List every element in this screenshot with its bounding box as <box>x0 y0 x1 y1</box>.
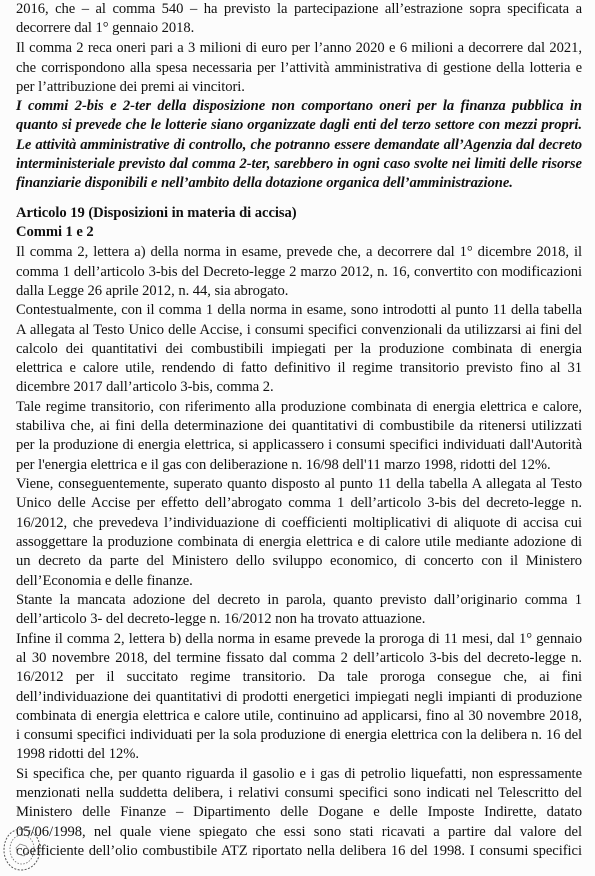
text-line: Contestualmente, con il comma 1 della norma in esame, sono introdotti al punto 11 della tabella <box>16 302 582 318</box>
text-line: i consumi specifici individuati per la sola produzione di energia elettrica con la delibera n. 16 del <box>16 727 582 743</box>
text-line: decorrere dal 1° gennaio 2018. <box>16 20 195 36</box>
text-line: che corrispondono alla spesa necessaria per l’attività amministrativa di gestione della lotteria e <box>16 60 582 76</box>
text-line: 05/06/1998, nel quale viene spiegato che essi sono stati ricavati a partire dal valore del <box>16 824 582 840</box>
text-line: stabiliva che, ai fini della determinazione dei quantitativi di combustibile da ritenersi utilizzati <box>16 418 582 434</box>
text-line: un decreto da parte del Ministero dello sviluppo economico, di concerto con il Ministero <box>16 553 582 569</box>
seal-stamp-icon <box>2 826 42 872</box>
text-line: dalla Legge 26 aprile 2012, n. 44, sia abrogato. <box>16 283 289 299</box>
text-line: Stante la mancata adozione del decreto in parola, quanto previsto dall’originario comma 1 <box>16 592 582 608</box>
text-line: Il comma 2, lettera a) della norma in esame, prevede che, a decorrere dal 1° dicembre 2018, il <box>16 244 582 260</box>
text-line: combinata di energia elettrica e calore utile, continuino ad applicarsi, fino al 30 novembre 2018, <box>16 708 582 724</box>
text-line: comma 1 dell’articolo 3-bis del Decreto-legge 2 marzo 2012, n. 16, convertito con modificazioni <box>16 264 582 280</box>
text-line: Il comma 2 reca oneri pari a 3 milioni di euro per l’anno 2020 e 6 milioni a decorrere dal 2021, <box>16 40 582 56</box>
text-line: dell’articolo 3- del decreto-legge n. 16/2012 non ha trovato attuazione. <box>16 611 426 627</box>
text-line: 2016, che – al comma 540 – ha previsto la partecipazione all’estrazione sopra specificata a <box>16 1 582 17</box>
text-line: per l'energia elettrica e il gas con deliberazione n. 16/98 dell'11 marzo 1998, ridotti del 12%. <box>16 457 551 473</box>
emphasis-line: interministeriale previsto dal comma 2-ter, sarebbero in ogni caso svolte nei limiti delle risorse <box>16 156 582 172</box>
section-subheading: Commi 1 e 2 <box>16 224 94 240</box>
text-line: A allegata al Testo Unico delle Accise, i consumi specifici convenzionali da utilizzarsi ai fini del <box>16 322 582 338</box>
text-line: 16/2012, che prevedeva l’individuazione di coefficienti moltiplicativi di aliquote di accisa cui <box>16 515 582 531</box>
text-line: menzionati nella suddetta delibera, i relativi consumi specifici sono indicati nel Telescritto del <box>16 785 582 801</box>
emphasis-line: quanto si prevede che le lotterie siano organizzate dagli enti del terzo settore con mezzi propri. <box>16 117 582 133</box>
text-line: Si specifica che, per quanto riguarda il gasolio e i gas di petrolio liquefatti, non espressamente <box>16 766 582 782</box>
text-line: per la produzione di energia elettrica, si applicassero i consumi specifici individuati dall'Autorità <box>16 437 582 453</box>
text-line: assoggettare la produzione combinata di energia elettrica e di calore utile mediante adozione di <box>16 534 582 550</box>
text-line: Viene, conseguentemente, superato quanto disposto al punto 11 della tabella A allegata al Testo <box>16 476 582 492</box>
text-line: calcolo dei quantitativi dei combustibili impiegati per la produzione combinata di energia <box>16 341 582 357</box>
emphasis-line: I commi 2-bis e 2-ter della disposizione non comportano oneri per la finanza pubblica in <box>16 98 582 114</box>
text-line: Infine il comma 2, lettera b) della norma in esame prevede la proroga di 11 mesi, dal 1° gennaio <box>16 631 582 647</box>
emphasis-line: finanziarie disponibili e nell’ambito della dotazione organica dell’amministrazione. <box>16 175 513 191</box>
text-line: 16/2012 per il succitato regime transitorio. Da tale proroga consegue che, ai fini <box>16 669 582 685</box>
text-line: dell’individuazione dei quantitativi di prodotti energetici impiegati negli impianti di produzione <box>16 689 582 705</box>
text-line: 1998 ridotti del 12%. <box>16 746 139 762</box>
article-heading: Articolo 19 (Disposizioni in materia di accisa) <box>16 205 297 221</box>
text-line: al 30 novembre 2018, del termine fissato dal comma 2 dell’articolo 3-bis del decreto-legge n. <box>16 650 582 666</box>
emphasis-line: Le attività amministrative di controllo, che potranno essere demandate all’Agenzia dal decreto <box>16 137 582 153</box>
text-line: Tale regime transitorio, con riferimento alla produzione combinata di energia elettrica e calore, <box>16 399 582 415</box>
text-line: Unico delle Accise per effetto dell’abrogato comma 1 dell’articolo 3-bis del decreto-legge n. <box>16 495 582 511</box>
text-line: dicembre 2017 dall’articolo 3-bis, comma 2. <box>16 379 274 395</box>
text-line: Ministero delle Finanze – Dipartimento delle Dogane e delle Imposte Indirette, datato <box>16 804 582 820</box>
text-line: dell’Economia e delle finanze. <box>16 573 193 589</box>
text-line: per l’attribuzione dei premi ai vincitori. <box>16 79 245 95</box>
text-line: elettrica e calore utile, rendendo di fatto definitivo il regime transitorio previsto fino al 31 <box>16 360 582 376</box>
text-line: coefficiente dell’olio combustibile ATZ riportato nella delibera 16 del 1998. I consumi specifici <box>16 843 582 859</box>
